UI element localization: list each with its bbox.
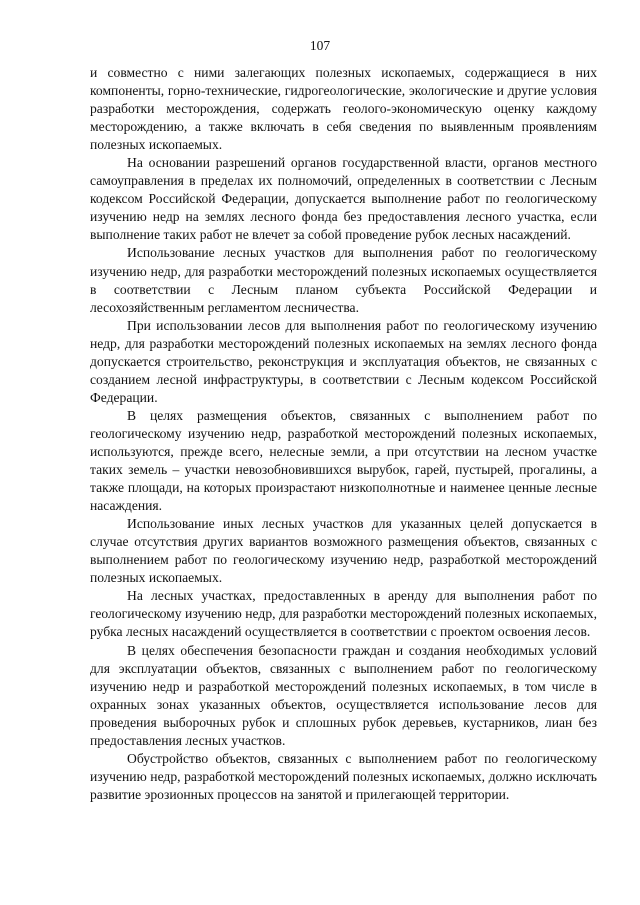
paragraph-5: В целях размещения объектов, связанных с выполнением работ по геологическому изучению недр, разработкой месторождений полезных ископаемых, используются, прежде всего, нелесные земли, а при отсутствии на лесном участке таких земель – участки невозобновившихся вырубок, гарей, пустырей, прогалины, а также площади, на которых произрастают низкополнотные и наименее ценные лесные насаждения. — [90, 407, 597, 514]
paragraph-9: Обустройство объектов, связанных с выполнением работ по геологическому изучению недр, разработкой месторождений полезных ископаемых, должно исключать развитие эрозионных процессов на занятой и прилегающей территории. — [90, 750, 597, 802]
paragraph-4: При использовании лесов для выполнения работ по геологическому изучению недр, для разработки месторождений полезных ископаемых на землях лесного фонда допускается строительство, реконструкция и эксплуатация объектов, не связанных с созданием лесной инфраструктуры, в соответствии с Лесным кодексом Российской Федерации. — [90, 317, 597, 405]
body-text — [90, 64, 597, 804]
paragraph-3: Использование лесных участков для выполнения работ по геологическому изучению недр, для разработки месторождений полезных ископаемых осуществляется в соответствии с Лесным планом субъекта Российской Федерации и лесохозяйственным регламентом лесничества. — [90, 245, 597, 315]
paragraph-1: и совместно с ними залегающих полезных ископаемых, содержащиеся в них компоненты, горно-технические, гидрогеологические, экологические и другие условия разработки месторождения, содержать геолого-экономическую оценку каждому месторождению, а также включать в себя сведения по выявленным проявлениям полезных ископаемых. — [90, 65, 597, 153]
paragraph-8: В целях обеспечения безопасности граждан и создания необходимых условий для эксплуатации объектов, связанных с выполнением работ по геологическому изучению недр и разработкой месторождений полезных ископаемых, в том числе в охранных зонах указанных объектов, осуществляется использование лесов для проведения выборочных рубок и сплошных рубок деревьев, кустарников, лиан без предоставления лесных участков. — [90, 642, 597, 748]
paragraph-6: Использование иных лесных участков для указанных целей допускается в случае отсутствия других вариантов возможного размещения объектов, связанных с выполнением работ по геологическому изучению недр, разработкой месторождений полезных ископаемых. — [90, 516, 597, 586]
paragraph-7: На лесных участках, предоставленных в аренду для выполнения работ по геологическому изучению недр, для разработки месторождений полезных ископаемых, рубка лесных насаждений осуществляется в соответствии с проектом освоения лесов. — [90, 588, 597, 640]
paragraph-2: На основании разрешений органов государственной власти, органов местного самоуправления в пределах их полномочий, определенных в соответствии с Лесным кодексом Российской Федерации, допускается выполнение работ по геологическому изучению недр на землях лесного фонда без предоставления лесного участка, если выполнение таких работ не влечет за собой проведение рубок лесных насаждений. — [90, 155, 597, 243]
page-number: 107 — [309, 38, 331, 53]
